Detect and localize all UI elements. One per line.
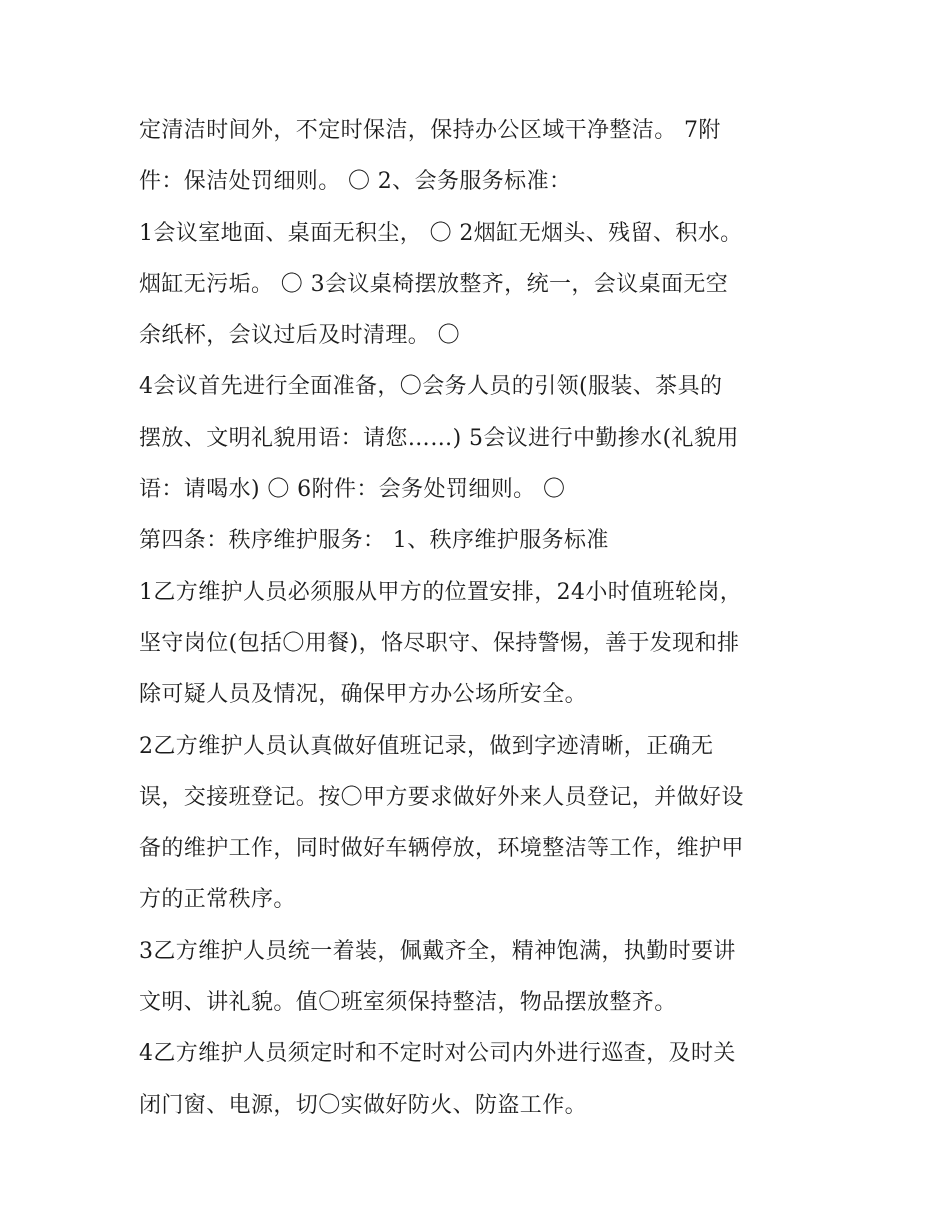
text-line: 烟缸无污垢。 〇 3会议桌椅摆放整齐，统一，会议桌面无空: [139, 271, 729, 297]
text-line: 余纸杯，会议过后及时清理。 〇: [139, 323, 460, 349]
text-line: 件：保洁处罚细则。 〇 2、会务服务标准：: [139, 169, 572, 195]
text-line: 1会议室地面、桌面无积尘， 〇 2烟缸无烟头、残留、积水。: [139, 220, 743, 246]
text-line: 2乙方维护人员认真做好值班记录，做到字迹清晰，正确无: [139, 733, 714, 759]
text-line: 文明、讲礼貌。值〇班室须保持整洁，物品摆放整齐。: [139, 990, 677, 1016]
section-heading: 第四条：秩序维护服务： 1、秩序维护服务标准: [139, 528, 609, 554]
text-line: 误，交接班登记。按〇甲方要求做好外来人员登记，并做好设: [139, 784, 744, 810]
text-line: 坚守岗位(包括〇用餐)，恪尽职守、保持警惕，善于发现和排: [139, 630, 740, 656]
text-line: 4乙方维护人员须定时和不定时对公司内外进行巡查，及时关: [139, 1041, 736, 1067]
text-line: 3乙方维护人员统一着装，佩戴齐全，精神饱满，执勤时要讲: [139, 938, 736, 964]
text-line: 除可疑人员及情况，确保甲方办公场所安全。: [139, 682, 588, 708]
text-line: 语：请喝水) 〇 6附件：会务处罚细则。 〇: [139, 477, 566, 503]
text-line: 方的正常秩序。: [139, 887, 296, 913]
text-line: 1乙方维护人员必须服从甲方的位置安排，24小时值班轮岗，: [139, 579, 743, 605]
text-line: 闭门窗、电源，切〇实做好防火、防盗工作。: [139, 1092, 588, 1118]
text-line: 定清洁时间外，不定时保洁，保持办公区域干净整洁。 7附: [139, 118, 721, 143]
document-body: [139, 105, 829, 1131]
text-line: 摆放、文明礼貌用语：请您……) 5会议进行中勤掺水(礼貌用: [139, 425, 739, 451]
text-line: 备的维护工作，同时做好车辆停放，环境整洁等工作，维护甲: [139, 836, 744, 862]
text-line: 4会议首先进行全面准备，〇会务人员的引领(服装、茶具的: [139, 374, 723, 400]
